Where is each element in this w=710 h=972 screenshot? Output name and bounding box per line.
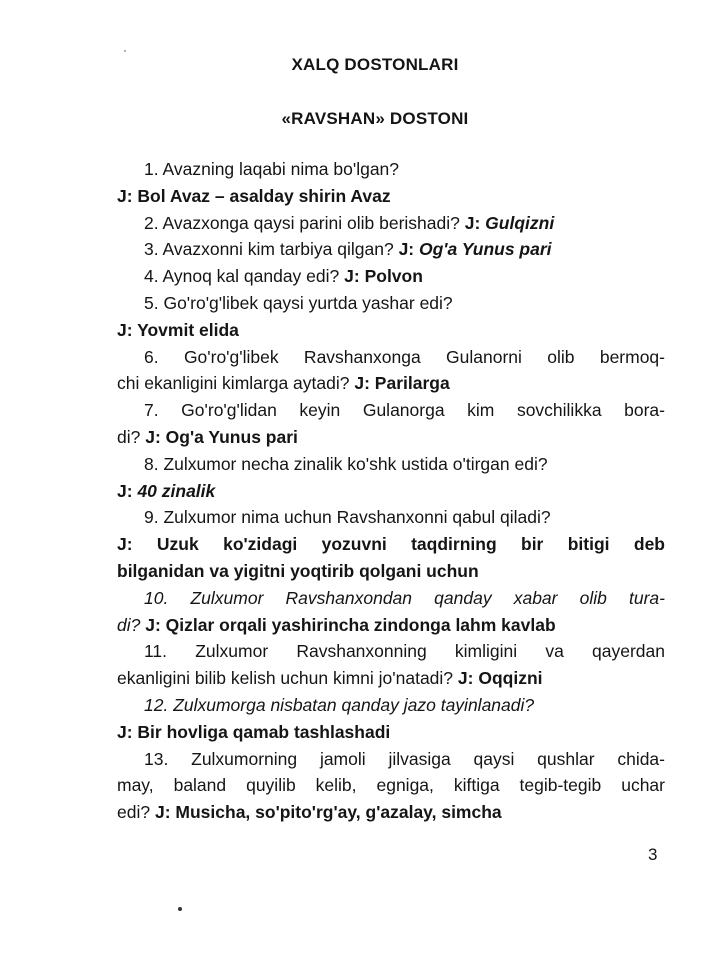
question-7-line-2 <box>117 424 665 451</box>
answer-7: Og'a Yunus pari <box>165 426 298 447</box>
answer-marker: J: <box>117 480 133 501</box>
answer-marker: J: <box>398 239 415 260</box>
print-speck <box>178 907 182 911</box>
qa-list <box>117 156 665 826</box>
answer-marker: J: <box>464 212 481 233</box>
question-8: 8. Zulxumor necha zinalik ko'shk ustida o'tirgan edi? <box>144 453 548 474</box>
question-11-line-1: 11. Zulxumor Ravshanxonning kimligini va qayerdan <box>144 641 665 662</box>
question-text: 4. Aynoq kal qanday edi? <box>144 266 340 287</box>
page-number: 3 <box>648 845 658 864</box>
answer-8: 40 zinalik <box>137 480 216 501</box>
answer-marker: J: <box>354 373 370 394</box>
answer-12: J: Bir hovliga qamab tashlashadi <box>117 721 391 742</box>
print-speck <box>124 50 126 52</box>
chapter-title: «RAVSHAN» DOSTONI <box>281 109 469 128</box>
question-text: 3. Avazxonni kim tarbiya qilgan? <box>144 239 394 260</box>
question-12: 12. Zulxumorga nisbatan qanday jazo tayinlanadi? <box>144 694 535 715</box>
answer-4: Polvon <box>364 266 423 287</box>
answer-marker: J: <box>145 426 161 447</box>
question-13-line-2: may, baland quyilib kelib, egniga, kiftiga tegib-tegib uchar <box>117 775 665 796</box>
question-1: 1. Avazning laqabi nima bo'lgan? <box>144 159 400 179</box>
question-13-line-1: 13. Zulxumorning jamoli jilvasiga qaysi qushlar chida- <box>144 748 665 769</box>
answer-marker: J: <box>154 802 171 823</box>
answer-6: Parilarga <box>374 373 450 394</box>
question-text: edi? <box>117 802 151 823</box>
answer-9-line-2: bilganidan va yigitni yoqtirib qolgani uchun <box>117 560 479 581</box>
answer-5: J: Yovmit elida <box>117 319 239 340</box>
question-6-line-1: 6. Go'ro'g'libek Ravshanxonga Gulanorni olib bermoq- <box>144 346 665 367</box>
question-2 <box>117 210 665 237</box>
section-header: XALQ DOSTONLARI <box>291 55 459 74</box>
question-6-line-2 <box>117 370 665 397</box>
question-text: di? <box>117 426 141 447</box>
answer-marker: J: <box>344 266 360 287</box>
answer-10: J: Qizlar orqali yashirincha zindonga lahm kavlab <box>145 614 556 635</box>
answer-3: Og'a Yunus pari <box>419 239 552 260</box>
question-text: 2. Avazxonga qaysi parini olib berishadi? <box>144 212 460 233</box>
question-3 <box>117 236 665 263</box>
answer-13: Musicha, so'pito'rg'ay, g'azalay, simcha <box>175 802 502 823</box>
answer-11: J: Oqqizni <box>457 668 543 689</box>
question-9: 9. Zulxumor nima uchun Ravshanxonni qabul qiladi? <box>144 507 551 528</box>
question-10-line-1: 10. Zulxumor Ravshanxondan qanday xabar olib tura- <box>144 587 665 608</box>
answer-2: Gulqizni <box>485 212 555 233</box>
question-13-line-3 <box>117 799 665 826</box>
question-text: ekanligini bilib kelish uchun kimni jo'natadi? <box>117 668 454 689</box>
question-4 <box>117 263 665 290</box>
question-text: chi ekanligini kimlarga aytadi? <box>117 373 350 394</box>
answer-1: J: Bol Avaz – asalday shirin Avaz <box>117 185 391 206</box>
question-10-line-2 <box>117 612 665 639</box>
question-7-line-1: 7. Go'ro'g'lidan keyin Gulanorga kim sovchilikka bora- <box>144 400 665 421</box>
question-5: 5. Go'ro'g'libek qaysi yurtda yashar edi? <box>144 292 453 313</box>
question-11-line-2 <box>117 665 665 692</box>
answer-9-line-1: J: Uzuk ko'zidagi yozuvni taqdirning bir bitigi deb <box>117 534 665 555</box>
question-text: di? <box>117 614 141 635</box>
answer-8-line <box>117 478 665 505</box>
